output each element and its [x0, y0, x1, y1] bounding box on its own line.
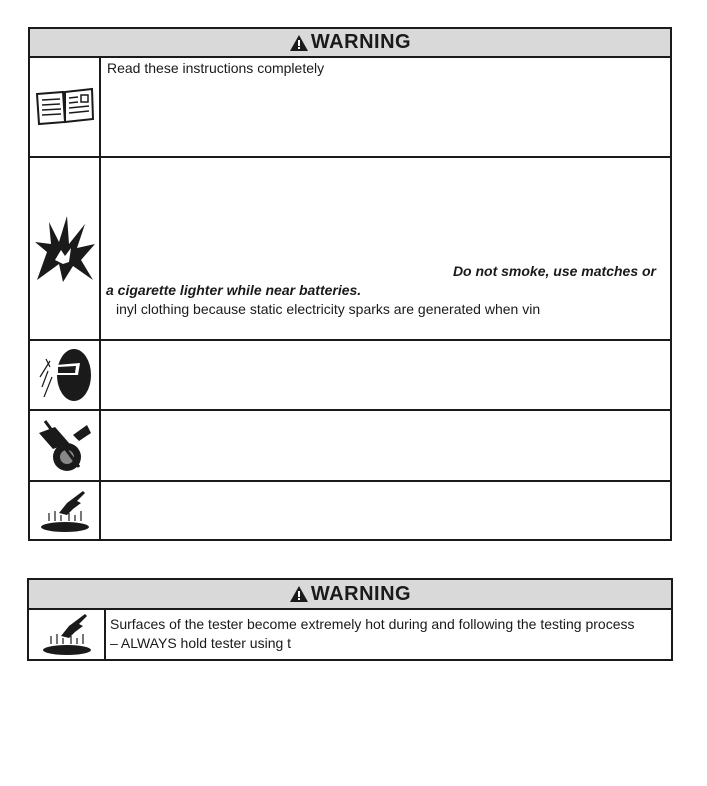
- warning-row-hot-tester: [29, 608, 671, 659]
- icon-cell: [30, 411, 101, 480]
- no-smoking-warning: Do not smoke, use matches or: [452, 263, 656, 279]
- warning-row-battery-handling: [30, 411, 670, 482]
- no-lighter-warning: a cigarette lighter while near batteries.: [106, 282, 362, 298]
- warning-box-1: [28, 27, 672, 541]
- warning-row-hot-surface: [30, 482, 670, 539]
- hot-tester-line-2: – ALWAYS hold tester using t: [110, 635, 292, 651]
- read-instructions-text: Read these instructions completely: [107, 60, 325, 76]
- icon-cell: [30, 341, 101, 409]
- icon-cell: [30, 56, 101, 156]
- no-battery-icon: [35, 417, 95, 475]
- static-clothing-text: inyl clothing because static electricity sparks are generated when vin: [116, 301, 541, 317]
- hot-surface-icon: [37, 487, 93, 535]
- face-shield-icon: [36, 347, 94, 403]
- warning-row-read: [30, 56, 670, 158]
- warning-title-2: WARNING: [310, 582, 412, 605]
- warning-header-1: [30, 29, 670, 58]
- warning-triangle-icon: [289, 34, 309, 52]
- icon-cell: [29, 608, 106, 659]
- warning-header-2: [29, 580, 671, 610]
- warning-title-1: WARNING: [310, 31, 412, 53]
- warning-row-eye-protection: [30, 341, 670, 411]
- hot-surface-icon: [39, 610, 95, 658]
- manual-icon: [34, 86, 96, 126]
- icon-cell: [30, 482, 101, 539]
- warning-triangle-icon: [289, 585, 309, 603]
- hot-tester-line-1: Surfaces of the tester become extremely hot during and following the testing process: [110, 616, 635, 632]
- warning-box-2: [27, 578, 673, 661]
- warning-row-explosion: [30, 158, 670, 341]
